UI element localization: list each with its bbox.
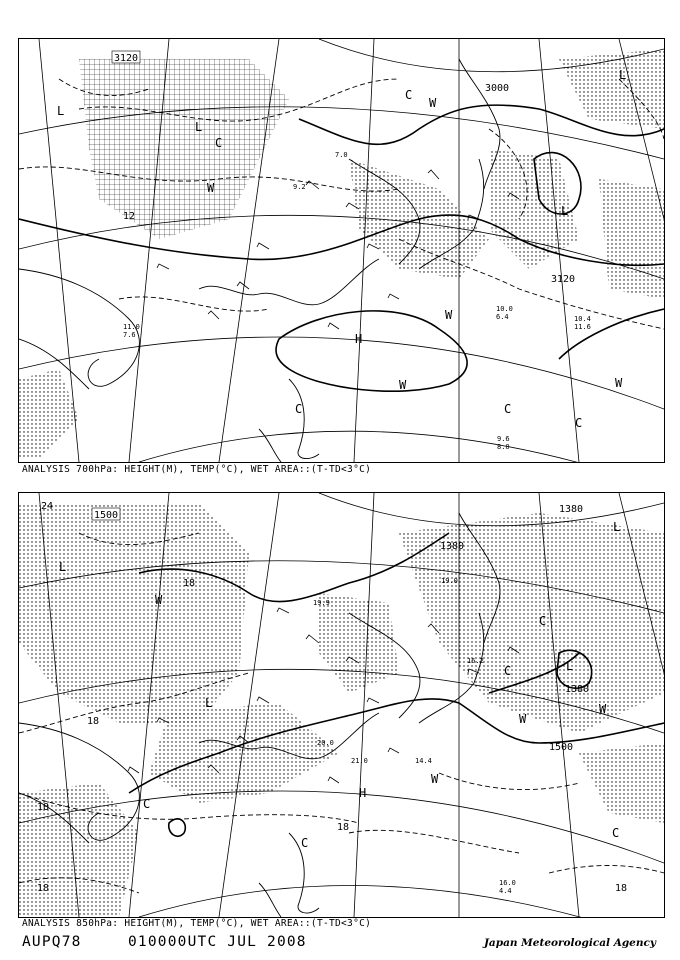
analysis-time: 010000UTC JUL 2008 bbox=[128, 934, 307, 950]
agency-credit: Japan Meteorological Agency bbox=[483, 937, 656, 949]
map-700hpa-canvas bbox=[19, 39, 664, 462]
map-850hpa-canvas bbox=[19, 493, 664, 917]
contour-label: 3120 bbox=[551, 274, 576, 285]
low-center: L bbox=[195, 120, 203, 134]
station-value: 6.4 bbox=[496, 313, 509, 321]
cold-center: C bbox=[539, 614, 547, 628]
caption-700hpa: ANALYSIS 700hPa: HEIGHT(M), TEMP(°C), WET AREA::(T-TD<3°C) bbox=[22, 464, 372, 475]
low-center: L bbox=[57, 104, 65, 118]
station-value: 21.0 bbox=[351, 757, 368, 765]
station-value: 10.4 bbox=[574, 315, 591, 323]
contour-label: 1380 bbox=[440, 541, 465, 552]
cold-center: C bbox=[612, 826, 620, 840]
contour-label: 24 bbox=[41, 501, 54, 512]
warm-center: W bbox=[519, 712, 527, 726]
low-center: L bbox=[205, 696, 213, 710]
warm-center: W bbox=[431, 772, 439, 786]
contour-label: 18 bbox=[87, 716, 100, 727]
cold-center: C bbox=[504, 402, 512, 416]
contour-label: 1380 bbox=[565, 684, 590, 695]
cold-center: C bbox=[301, 836, 309, 850]
station-value: 7.0 bbox=[335, 151, 348, 159]
cold-center: C bbox=[295, 402, 303, 416]
wet-areas bbox=[19, 503, 664, 917]
station-value: 19.9 bbox=[313, 599, 330, 607]
low-center: L bbox=[619, 68, 627, 82]
cold-center: C bbox=[405, 88, 413, 102]
wet-areas bbox=[19, 49, 664, 459]
warm-center: W bbox=[429, 96, 437, 110]
station-value: 10.0 bbox=[496, 305, 513, 313]
contour-label: 1500 bbox=[549, 742, 574, 753]
contour-label: 1380 bbox=[559, 504, 584, 515]
low-center: L bbox=[613, 520, 621, 534]
station-value: 14.4 bbox=[415, 757, 432, 765]
cold-center: C bbox=[575, 416, 583, 430]
station-value: 11.0 bbox=[123, 323, 140, 331]
station-value: 16.2 bbox=[467, 657, 484, 665]
map-850hpa bbox=[18, 492, 665, 918]
low-center: L bbox=[566, 659, 574, 673]
cold-center: C bbox=[143, 797, 151, 811]
warm-center: W bbox=[615, 376, 623, 390]
warm-center: W bbox=[207, 181, 215, 195]
contour-label: 18 bbox=[615, 883, 628, 894]
caption-850hpa: ANALYSIS 850hPa: HEIGHT(M), TEMP(°C), WET AREA::(T-TD<3°C) bbox=[22, 918, 372, 929]
map-700hpa bbox=[18, 38, 665, 463]
cold-center: C bbox=[504, 664, 512, 678]
contour-label: 3120 bbox=[114, 53, 139, 64]
station-value: 4.4 bbox=[499, 887, 512, 895]
cold-center: C bbox=[215, 136, 223, 150]
station-value: 16.0 bbox=[499, 879, 516, 887]
contour-label: 18 bbox=[37, 802, 50, 813]
low-center: L bbox=[59, 560, 67, 574]
contour-label: 3000 bbox=[485, 83, 510, 94]
station-value: 20.0 bbox=[317, 739, 334, 747]
chart-code: AUPQ78 bbox=[22, 934, 82, 950]
warm-center: W bbox=[445, 308, 453, 322]
high-center: H bbox=[355, 332, 363, 346]
high-center: H bbox=[359, 786, 367, 800]
contour-label: 1500 bbox=[94, 510, 119, 521]
warm-center: W bbox=[599, 702, 607, 716]
warm-center: W bbox=[155, 593, 163, 607]
station-value: 9.6 bbox=[497, 435, 510, 443]
low-center: L bbox=[561, 204, 569, 218]
station-value: 8.0 bbox=[497, 443, 510, 451]
station-value: 19.0 bbox=[441, 577, 458, 585]
station-value: 11.6 bbox=[574, 323, 591, 331]
contour-label: 12 bbox=[123, 211, 136, 222]
warm-center: W bbox=[399, 378, 407, 392]
contour-label: 18 bbox=[183, 578, 196, 589]
station-value: 7.6 bbox=[123, 331, 136, 339]
contour-label: 18 bbox=[37, 883, 50, 894]
station-value: 9.2 bbox=[293, 183, 306, 191]
contour-label: 18 bbox=[337, 822, 350, 833]
